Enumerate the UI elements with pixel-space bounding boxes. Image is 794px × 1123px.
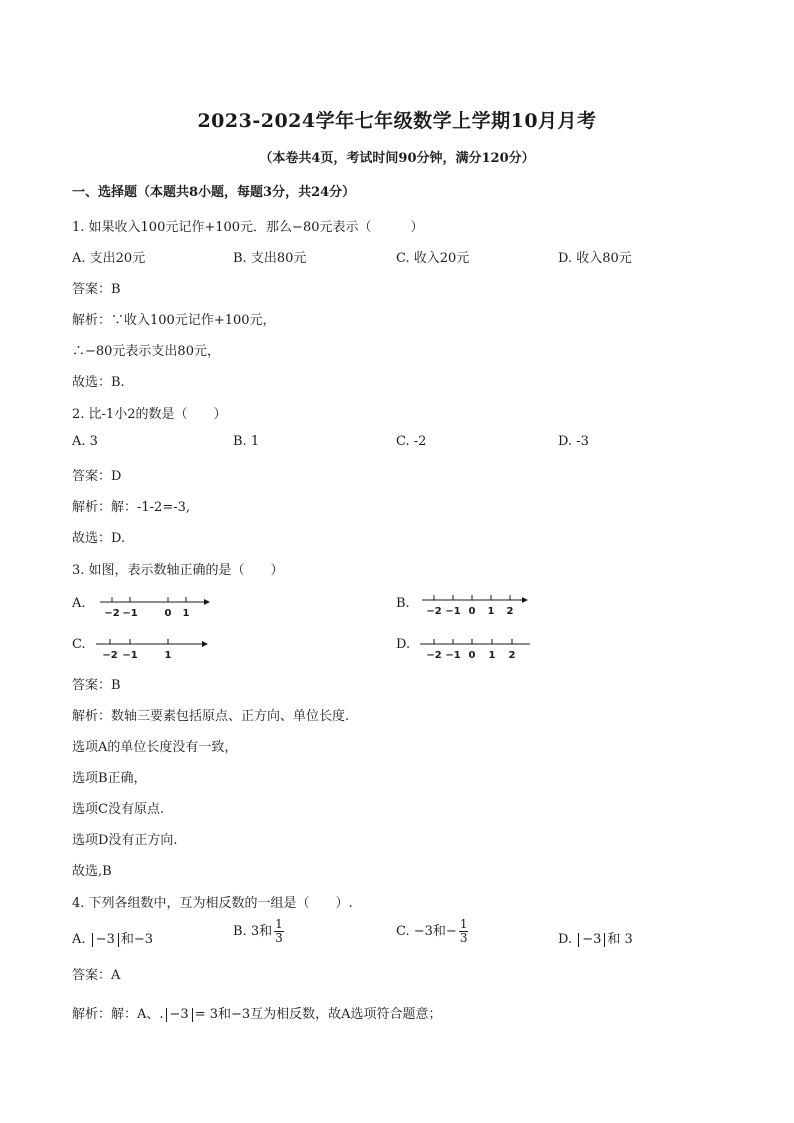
absolute-value: −3 [578, 933, 605, 947]
q3-option-a-number-line [96, 593, 216, 619]
q4-analysis-1 [72, 1003, 442, 1022]
option-text: 和 3 [607, 932, 633, 947]
axis-label: 1 [182, 608, 190, 619]
axis-label: 2 [508, 650, 516, 661]
fraction [459, 918, 469, 945]
q1-option-d: D. 收入80元 [558, 251, 632, 266]
q4-option-a [72, 928, 153, 947]
option-letter: D. [558, 932, 573, 947]
numerator: 1 [459, 917, 468, 931]
numerator: 1 [275, 917, 283, 931]
axis-label: −2 [104, 608, 120, 619]
denominator: 3 [275, 931, 283, 945]
q3-analysis-1: 解析：数轴三要素包括原点、正方向、单位长度. [72, 709, 350, 724]
q3-option-c-number-line [92, 636, 216, 662]
option-letter: A. [72, 932, 86, 947]
q2-option-d: D. -3 [558, 434, 589, 449]
question-1-stem: 1. 如果收入100元记作+100元．那么−80元表示（ ） [72, 220, 424, 235]
q2-answer: 答案：D [72, 469, 122, 484]
analysis-text: = 3和−3互为相反数，故A选项符合题意； [194, 1007, 442, 1022]
q2-option-a: A. 3 [72, 434, 98, 449]
q2-option-c: C. -2 [396, 434, 427, 449]
axis-label: −2 [102, 650, 118, 661]
denominator: 3 [459, 931, 468, 945]
axis-label: 1 [488, 650, 496, 661]
axis-label: −1 [122, 608, 138, 619]
absolute-value: −3 [166, 1008, 193, 1022]
axis-label: −1 [445, 650, 461, 661]
q3-option-a-letter: A. [72, 596, 86, 611]
q4-answer: 答案：A [72, 968, 121, 983]
q1-option-a: A. 支出20元 [72, 251, 146, 266]
absolute-value: −3 [92, 933, 119, 947]
q3-option-c-letter: C. [72, 637, 86, 652]
q3-analysis-5: 选项D没有正方向. [72, 833, 178, 848]
option-letter: B. 3和 [233, 924, 273, 939]
q3-analysis-4: 选项C没有原点. [72, 802, 165, 817]
axis-label: 0 [468, 650, 476, 661]
axis-label: −1 [122, 650, 138, 661]
q1-option-c: C. 收入20元 [396, 251, 470, 266]
q2-analysis-1: 解析：解：-1-2=-3, [72, 500, 191, 515]
option-letter: C. −3和− [396, 924, 457, 939]
question-3-stem: 3. 如图，表示数轴正确的是（ ） [72, 563, 284, 578]
q3-option-b-letter: B. [396, 596, 410, 611]
fraction [274, 918, 284, 945]
q4-option-d [558, 928, 633, 947]
section-heading: 一、选择题（本题共8小题，每题3分，共24分） [72, 185, 356, 200]
q3-option-d-letter: D. [396, 637, 411, 652]
q1-analysis-3: 故选：B. [72, 375, 125, 390]
q3-option-b-number-line [418, 592, 538, 618]
axis-label: 1 [487, 606, 495, 617]
q4-option-c [396, 918, 470, 945]
analysis-prefix: 解析：解：A、. [72, 1007, 164, 1022]
axis-label: −2 [426, 650, 442, 661]
q1-analysis-2: ∴−80元表示支出80元， [72, 344, 220, 359]
q3-answer: 答案：B [72, 678, 121, 693]
axis-label: −1 [445, 606, 461, 617]
question-4-stem: 4. 下列各组数中，互为相反数的一组是（ ）. [72, 896, 353, 911]
axis-label: 2 [506, 606, 514, 617]
page-title: 2023-2024学年七年级数学上学期10月月考 [197, 110, 597, 132]
exam-info: （本卷共4页，考试时间90分钟，满分120分） [259, 151, 535, 166]
question-2-stem: 2. 比-1小2的数是（ ） [72, 407, 227, 422]
axis-label: −2 [426, 606, 442, 617]
q2-analysis-2: 故选：D. [72, 531, 126, 546]
q1-analysis-1: 解析：∵收入100元记作+100元， [72, 313, 276, 328]
q3-option-d-number-line [418, 636, 538, 662]
q1-option-b: B. 支出80元 [233, 251, 307, 266]
axis-label: 0 [468, 606, 476, 617]
q4-option-b [233, 918, 286, 945]
q3-analysis-6: 故选,B [72, 864, 112, 879]
axis-label: 0 [164, 608, 172, 619]
q3-analysis-3: 选项B正确， [72, 771, 147, 786]
q2-option-b: B. 1 [233, 434, 260, 449]
q1-answer: 答案：B [72, 282, 121, 297]
option-text: 和−3 [120, 932, 154, 947]
q3-analysis-2: 选项A的单位长度没有一致， [72, 740, 238, 755]
axis-label: 1 [164, 650, 172, 661]
